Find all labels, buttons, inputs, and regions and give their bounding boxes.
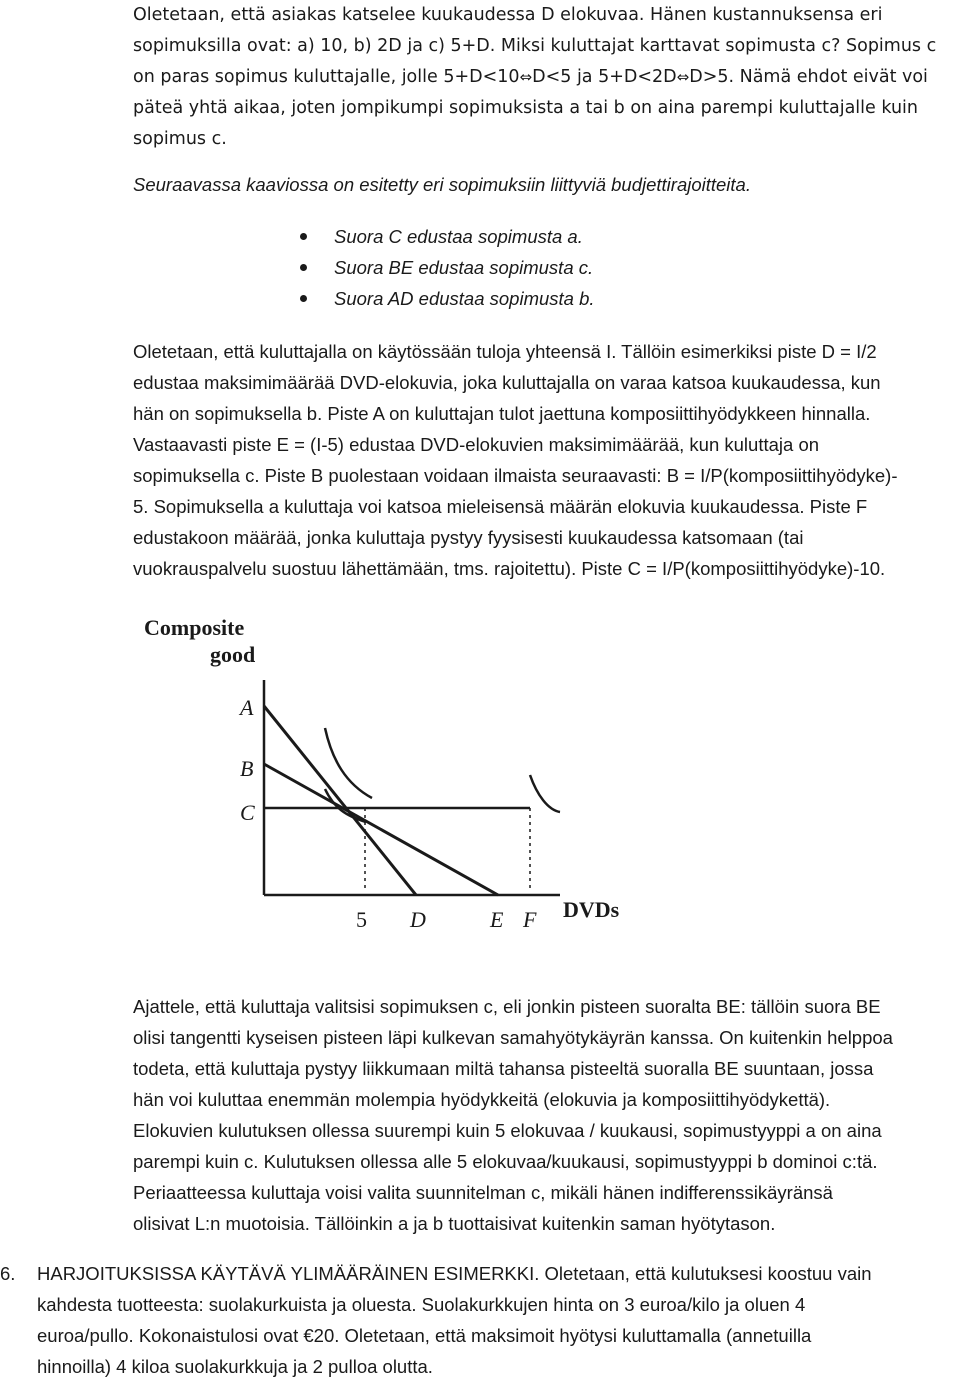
x-axis-label: DVDs <box>563 897 620 922</box>
explanation-line: sopimuksella c. Piste B puolestaan voidaan ilmaista seuraavasti: B = I/P(komposiittihyödyke)- <box>133 465 898 486</box>
section-6-paragraph <box>37 1258 872 1382</box>
discussion-line: Ajattele, että kuluttaja valitsisi sopimuksen c, eli jonkin pisteen suoralta BE: tällöin suora BE <box>133 996 881 1017</box>
y-tick-label-b: B <box>240 756 254 781</box>
indifference-curve-1 <box>325 728 372 798</box>
y-tick-label-a: A <box>240 695 254 720</box>
bullet-item: Suora C edustaa sopimusta a. <box>298 221 595 252</box>
double-arrow-icon: ⇔ <box>519 68 533 86</box>
discussion-line: todeta, että kuluttaja pystyy liikkumaan miltä tahansa pisteeltä suoralla BE suuntaan, jossa <box>133 1058 874 1079</box>
section-number: 6. <box>0 1263 16 1284</box>
y-axis-label: Composite <box>144 615 245 640</box>
intro-text: on paras sopimus kuluttajalle, jolle 5+D<10 <box>133 67 520 87</box>
x-tick-label-e: E <box>490 907 504 932</box>
budget-line-ad <box>264 706 416 895</box>
bullet-item: Suora BE edustaa sopimusta c. <box>298 252 595 283</box>
discussion-line: hän voi kuluttaa enemmän molempia hyödykkeitä (elokuvia ja komposiittihyödykettä). <box>133 1089 831 1110</box>
explanation-line: hän on sopimuksella b. Piste A on kuluttajan tulot jaettuna komposiittihyödykkeen hinnalla. <box>133 403 871 424</box>
x-tick-label-d: D <box>410 907 426 932</box>
x-tick-label-5: 5 <box>356 907 367 932</box>
y-axis-label: good <box>210 642 256 667</box>
intro-line: päteä yhtä aikaa, joten jompikumpi sopimuksista a tai b on aina parempi kuluttajalle kuin <box>133 98 918 118</box>
y-tick-label-c: C <box>240 800 255 825</box>
section-6-line: hinnoilla) 4 kiloa suolakurkkuja ja 2 pulloa olutta. <box>37 1356 433 1377</box>
explanation-line: Oletetaan, että kuluttajalla on käytössään tuloja yhteensä I. Tällöin esimerkiksi piste D = I/2 <box>133 341 877 362</box>
intro-text: D>5. Nämä ehdot eivät voi <box>689 67 928 87</box>
intro-text: D<5 ja 5+D<2D <box>532 67 677 87</box>
section-6-line: HARJOITUKSISSA KÄYTÄVÄ YLIMÄÄRÄINEN ESIMERKKI. Oletetaan, että kulutuksesi koostuu vain <box>37 1263 872 1284</box>
x-tick-label-f: F <box>523 907 537 932</box>
section-6-line: kahdesta tuotteesta: suolakurkuista ja oluesta. Suolakurkkujen hinta on 3 euroa/kilo ja oluen 4 <box>37 1294 806 1315</box>
budget-line-be <box>264 764 498 895</box>
explanation-line: vuokrauspalvelu suostuu lähettämään, tms. rajoitettu). Piste C = I/P(komposiittihyödyke)-10. <box>133 558 886 579</box>
bullet-item: Suora AD edustaa sopimusta b. <box>298 283 595 314</box>
explanation-line: Vastaavasti piste E = (I-5) edustaa DVD-elokuvien maksimimäärää, kun kuluttaja on <box>133 434 820 455</box>
explanation-line: edustakoon määrää, jonka kuluttaja pystyy fyysisesti kuukaudessa katsomaan (tai <box>133 527 804 548</box>
intro-line: Oletetaan, että asiakas katselee kuukaudessa D elokuvaa. Hänen kustannuksensa eri <box>133 5 883 25</box>
intro-line <box>133 62 933 93</box>
explanation-line: edustaa maksimimäärää DVD-elokuvia, joka kuluttajalla on varaa katsoa kuukaudessa, kun <box>133 372 881 393</box>
discussion-line: olisivat L:n muotoisia. Tällöinkin a ja b tuottaisivat kuitenkin saman hyötytason. <box>133 1213 776 1234</box>
bullet-list <box>298 221 595 314</box>
intro-paragraph <box>133 0 937 155</box>
discussion-line: olisi tangentti kyseisen pisteen läpi kulkevan samahyötykäyrän kanssa. On kuitenkin helppoa <box>133 1027 893 1048</box>
lead-sentence: Seuraavassa kaaviossa on esitetty eri sopimuksiin liittyviä budjettirajoitteita. <box>133 174 751 195</box>
indifference-curve-3 <box>530 775 560 812</box>
section-6-line: euroa/pullo. Kokonaistulosi ovat €20. Oletetaan, että maksimoit hyötysi kuluttamalla (annetuilla <box>37 1325 812 1346</box>
explanation-line: 5. Sopimuksella a kuluttaja voi katsoa mieleisensä määrän elokuvia kuukaudessa. Piste F <box>133 496 868 517</box>
discussion-line: Periaatteessa kuluttaja voisi valita suunnitelman c, mikäli hänen indifferenssikäyränsä <box>133 1182 833 1203</box>
discussion-line: parempi kuin c. Kulutuksen ollessa alle 5 elokuvaa/kuukausi, sopimustyyppi b dominoi c:tä. <box>133 1151 878 1172</box>
discussion-paragraph <box>133 991 893 1239</box>
double-arrow-icon: ⇔ <box>676 68 690 86</box>
intro-line: sopimuksilla ovat: a) 10, b) 2D ja c) 5+D. Miksi kuluttajat karttavat sopimusta c? Sopimus c <box>133 36 937 56</box>
intro-line: sopimus c. <box>133 129 227 149</box>
discussion-line: Elokuvien kulutuksen ollessa suurempi kuin 5 elokuvaa / kuukausi, sopimustyyppi a on aina <box>133 1120 882 1141</box>
budget-constraint-figure <box>120 600 640 940</box>
explanation-paragraph <box>133 336 898 584</box>
